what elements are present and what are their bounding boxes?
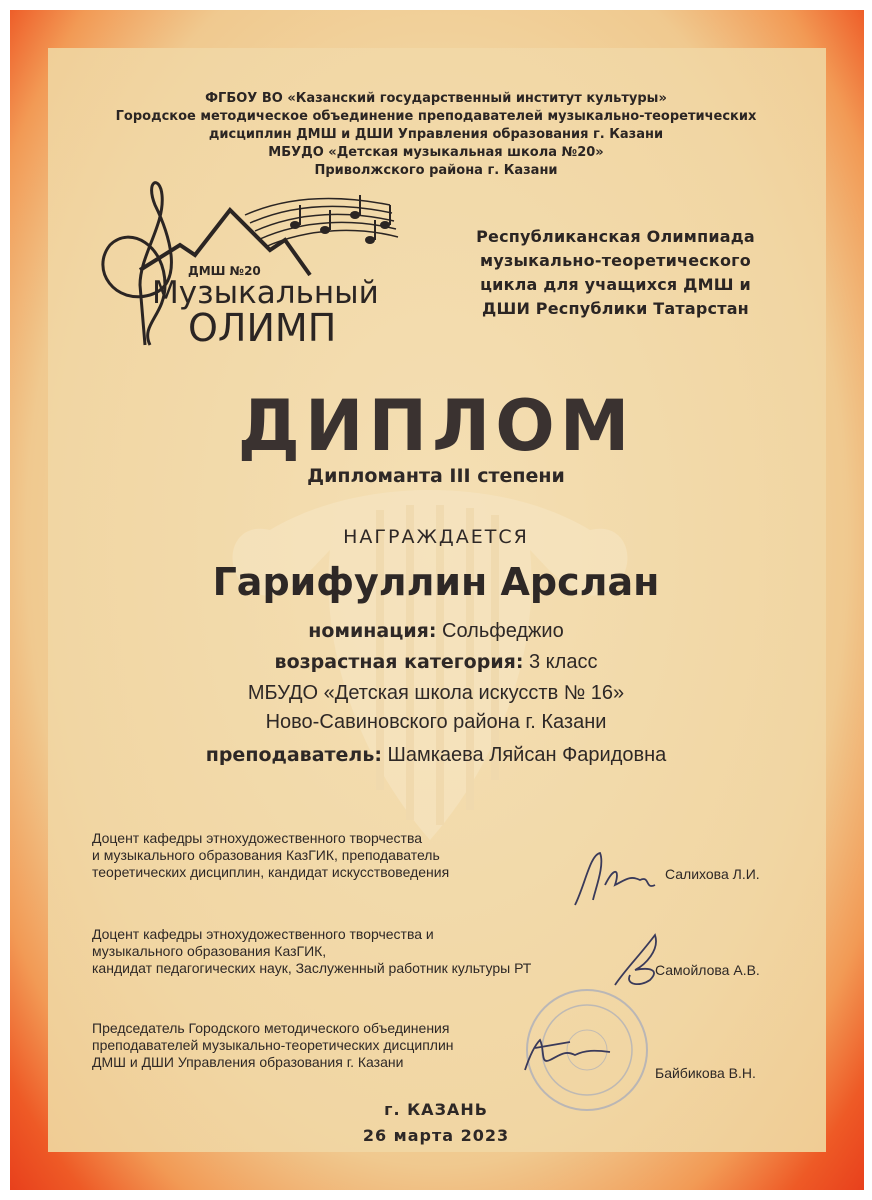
age-value: 3 класс	[529, 651, 598, 673]
signatory-title-line: кандидат педагогических наук, Заслуженный работник культуры РТ	[92, 960, 532, 976]
olympiad-line: цикла для учащихся ДМШ и	[480, 275, 751, 294]
awardee-name: Гарифуллин Арслан	[212, 560, 660, 604]
teacher-line	[0, 744, 872, 767]
signatory-title	[92, 830, 512, 881]
school-line-2: Ново-Савиновского района г. Казани	[265, 711, 607, 733]
signatory-title-line: Доцент кафедры этнохудожественного творчества и	[92, 926, 434, 942]
signatory-title-line: теоретических дисциплин, кандидат искусствоведения	[92, 864, 450, 880]
teacher-label: преподаватель:	[205, 744, 382, 766]
signatory-title-line: ДМШ и ДШИ Управления образования г. Казани	[92, 1054, 404, 1070]
signatory-title	[92, 926, 562, 977]
nomination-line	[0, 620, 872, 643]
awarded-label: НАГРАЖДАЕТСЯ	[343, 526, 529, 548]
age-category-line	[0, 651, 872, 674]
header-line: Городское методическое объединение преподавателей музыкально-теоретических	[115, 109, 757, 124]
nomination-value: Сольфеджио	[442, 620, 564, 642]
signatory-title-line: преподавателей музыкально-теоретических дисциплин	[92, 1037, 454, 1053]
signatory-name: Самойлова А.В.	[655, 962, 760, 978]
signature-3	[515, 1030, 625, 1080]
teacher-value: Шамкаева Ляйсан Фаридовна	[387, 744, 667, 766]
organizers-header	[40, 90, 832, 180]
logo-word1: Музыкальный	[152, 275, 379, 311]
logo-school: ДМШ №20	[188, 264, 261, 278]
signatory-name: Салихова Л.И.	[665, 866, 760, 882]
signatory-title	[92, 1020, 512, 1071]
olympiad-line: ДШИ Республики Татарстан	[482, 299, 749, 318]
signatory-title-line: Доцент кафедры этнохудожественного творчества	[92, 830, 423, 846]
header-line: МБУДО «Детская музыкальная школа №20»	[268, 145, 604, 160]
city: г. КАЗАНЬ	[384, 1100, 488, 1119]
signatory-title-line: и музыкального образования КазГИК, преподаватель	[92, 847, 440, 863]
signatory-title-line: Председатель Городского методического объединения	[92, 1020, 450, 1036]
nomination-label: номинация:	[308, 620, 437, 642]
header-line: дисциплин ДМШ и ДШИ Управления образования г. Казани	[208, 127, 664, 142]
signatory-title-line: музыкального образования КазГИК,	[92, 943, 327, 959]
olympiad-title	[438, 225, 793, 321]
olympiad-line: Республиканская Олимпиада	[476, 227, 755, 246]
diploma-degree: Дипломанта III степени	[307, 465, 565, 487]
signatory-name: Байбикова В.Н.	[655, 1065, 756, 1081]
logo-word2: ОЛИМП	[188, 306, 337, 350]
musical-olymp-logo	[70, 175, 410, 350]
date: 26 марта 2023	[362, 1126, 510, 1145]
signature-1	[565, 845, 660, 910]
school-line-1: МБУДО «Детская школа искусств № 16»	[247, 682, 625, 704]
header-line: Приволжского района г. Казани	[314, 163, 558, 178]
olympiad-line: музыкально-теоретического	[480, 251, 751, 270]
header-line: ФГБОУ ВО «Казанский государственный институт культуры»	[205, 91, 667, 106]
diploma-title: ДИПЛОМ	[237, 385, 635, 467]
treble-clef-icon	[103, 183, 172, 345]
age-label: возрастная категория:	[274, 651, 524, 673]
